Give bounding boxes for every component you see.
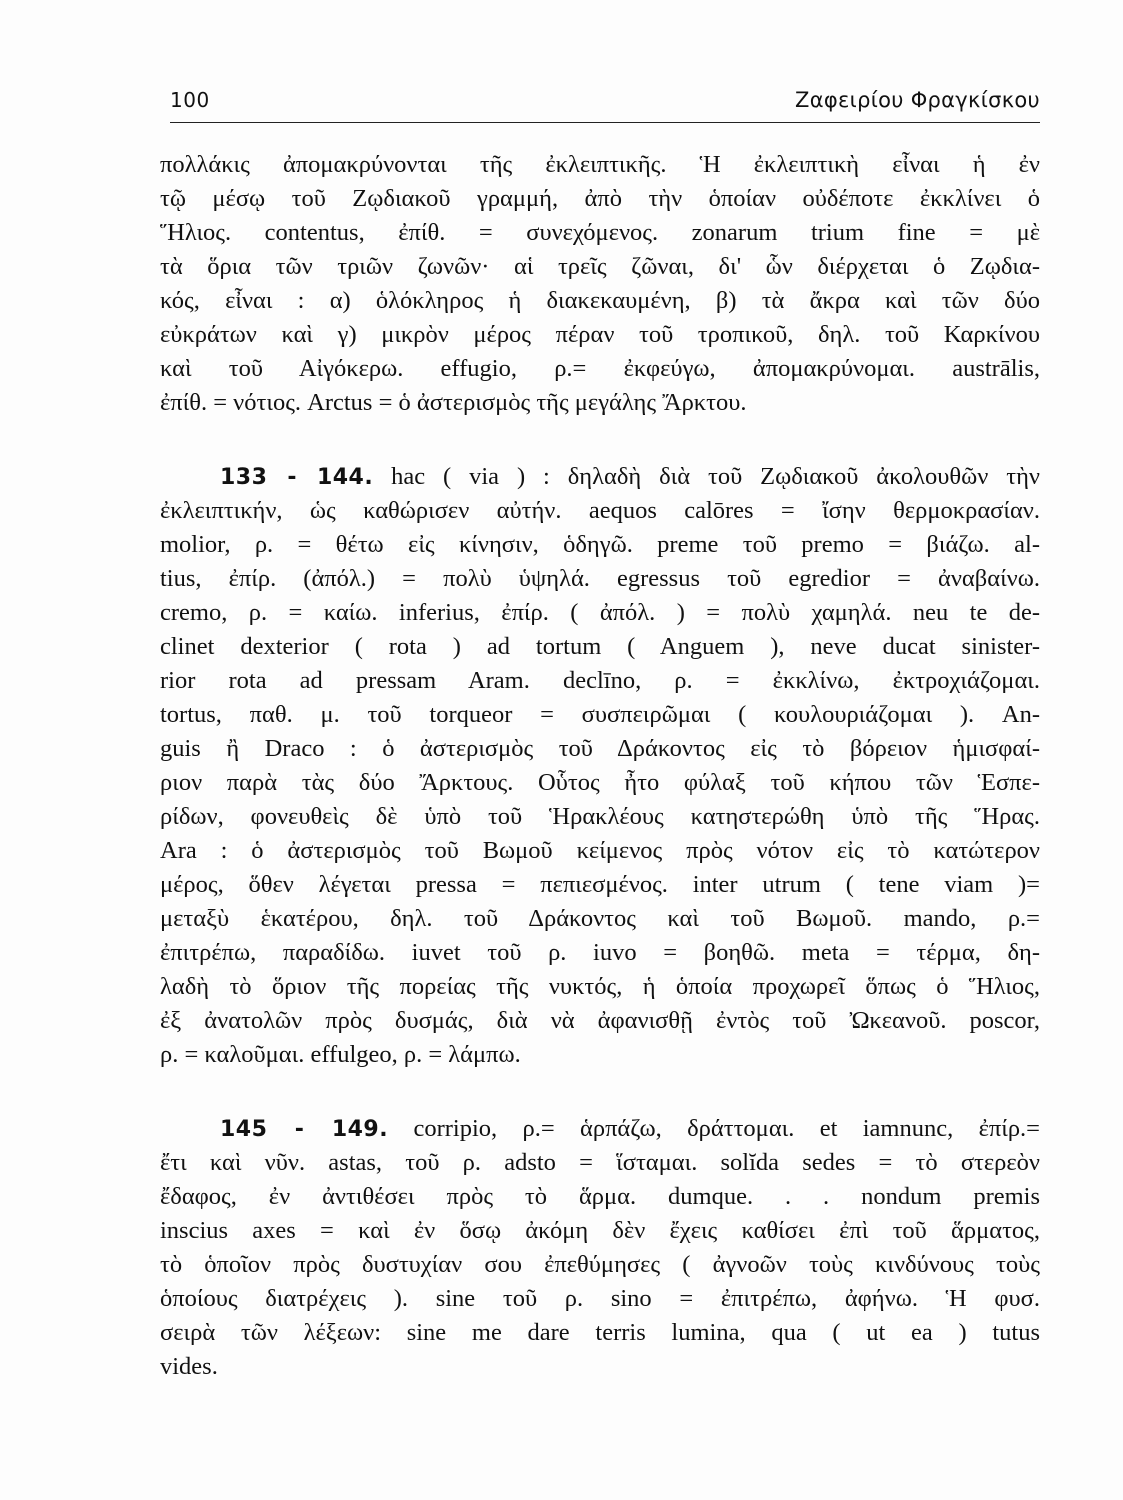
page-header	[170, 82, 1040, 123]
paragraph-gap	[160, 1072, 1040, 1112]
verse-reference: 133 - 144.	[220, 465, 374, 490]
text-line: σειρὰ τῶν λέξεων: sine me dare terris lumina, qua ( ut ea ) tutus	[160, 1319, 1040, 1346]
text-line: tortus, παθ. μ. τοῦ torqueor = συσπειρῶμαι ( κουλουριάζομαι ). An-	[160, 701, 1040, 728]
text-line: vides.	[160, 1353, 218, 1380]
text-line: ἐπίθ. = νότιος. Arctus = ὁ ἀστερισμὸς τῆς μεγάλης Ἄρκτου.	[160, 389, 747, 416]
text-line: ἐκλειπτικήν, ὡς καθώρισεν αὐτήν. aequos calōres = ἴσην θερμοκρασίαν.	[160, 497, 1040, 524]
text-line: cremo, ρ. = καίω. inferius, ἐπίρ. ( ἀπόλ. ) = πολὺ χαμηλά. neu te de-	[160, 599, 1040, 626]
text-line: ἔτι καὶ νῦν. astas, τοῦ ρ. adsto = ἵσταμαι. solĭda sedes = τὸ στερεὸν	[160, 1149, 1040, 1176]
running-head: Ζαφειρίου Φραγκίσκου	[795, 88, 1040, 112]
text-line: μέρος, ὅθεν λέγεται pressa = πεπιεσμένος. inter utrum ( tene viam )=	[160, 871, 1040, 898]
paragraph-1	[160, 148, 1040, 420]
text-line: inscius axes = καὶ ἐν ὅσῳ ἀκόμη δὲν ἔχεις καθίσει ἐπὶ τοῦ ἅρματος,	[160, 1217, 1040, 1244]
paragraph-2	[160, 460, 1040, 1072]
text-line-with-ref	[160, 1112, 1040, 1146]
text-line: τὸ ὁποῖον πρὸς δυστυχίαν σου ἐπεθύμησες ( ἀγνοῶν τοὺς κινδύνους τοὺς	[160, 1251, 1040, 1278]
text-line-with-ref	[160, 460, 1040, 494]
text-line: ἐξ ἀνατολῶν πρὸς δυσμάς, διὰ νὰ ἀφανισθῇ ἐντὸς τοῦ Ὠκεανοῦ. poscor,	[160, 1007, 1040, 1034]
text-line: λαδὴ τὸ ὅριον τῆς πορείας τῆς νυκτός, ἡ ὁποία προχωρεῖ ὅπως ὁ Ἥλιος,	[160, 973, 1040, 1000]
text-line: molior, ρ. = θέτω εἰς κίνησιν, ὁδηγῶ. preme τοῦ premo = βιάζω. al-	[160, 531, 1040, 558]
body-text	[160, 148, 1040, 1384]
text-line: καὶ τοῦ Αἰγόκερω. effugio, ρ.= ἐκφεύγω, ἀπομακρύνομαι. austrālis,	[160, 355, 1040, 382]
text-line: τὰ ὅρια τῶν τριῶν ζωνῶν· αἱ τρεῖς ζῶναι, δι' ὧν διέρχεται ὁ Ζῳδια-	[160, 253, 1040, 280]
text-line: Ἥλιος. contentus, ἐπίθ. = συνεχόμενος. zonarum trium fine = μὲ	[160, 219, 1040, 246]
text-line: ριον παρὰ τὰς δύο Ἄρκτους. Οὗτος ἦτο φύλαξ τοῦ κήπου τῶν Ἑσπε-	[160, 769, 1040, 796]
text-line: εὐκράτων καὶ γ) μικρὸν μέρος πέραν τοῦ τροπικοῦ, δηλ. τοῦ Καρκίνου	[160, 321, 1040, 348]
text-line: τῷ μέσῳ τοῦ Ζῳδιακοῦ γραμμή, ἀπὸ τὴν ὁποίαν οὐδέποτε ἐκκλίνει ὁ	[160, 185, 1040, 212]
paragraph-3	[160, 1112, 1040, 1384]
text-line: ἐπιτρέπω, παραδίδω. iuvet τοῦ ρ. iuvo = βοηθῶ. meta = τέρμα, δη-	[160, 939, 1040, 966]
text-line: ἔδαφος, ἐν ἀντιθέσει πρὸς τὸ ἅρμα. dumque. . . nondum premis	[160, 1183, 1040, 1210]
text-line: guis ἢ Draco : ὁ ἀστερισμὸς τοῦ Δράκοντος εἰς τὸ βόρειον ἡμισφαί-	[160, 735, 1040, 762]
page-number: 100	[170, 88, 210, 112]
text-line: tius, ἐπίρ. (ἀπόλ.) = πολὺ ὑψηλά. egressus τοῦ egredior = ἀναβαίνω.	[160, 565, 1040, 592]
text-line: ρ. = καλοῦμαι. effulgeo, ρ. = λάμπω.	[160, 1041, 521, 1068]
text-line: hac ( via ) : δηλαδὴ διὰ τοῦ Ζῳδιακοῦ ἀκολουθῶν τὴν	[373, 463, 1041, 490]
text-line: κός, εἶναι : α) ὁλόκληρος ἡ διακεκαυμένη, β) τὰ ἄκρα καὶ τῶν δύο	[160, 287, 1040, 314]
verse-reference: 145 - 149.	[220, 1117, 389, 1142]
text-line: ὁποίους διατρέχεις ). sine τοῦ ρ. sino = ἐπιτρέπω, ἀφήνω. Ἡ φυσ.	[160, 1285, 1040, 1312]
text-line: corripio, ρ.= ἁρπάζω, δράττομαι. et iamnunc, ἐπίρ.=	[388, 1115, 1041, 1142]
text-line: Ara : ὁ ἀστερισμὸς τοῦ Βωμοῦ κείμενος πρὸς νότον εἰς τὸ κατώτερον	[160, 837, 1040, 864]
text-line: ρίδων, φονευθεὶς δὲ ὑπὸ τοῦ Ἡρακλέους κατηστερώθη ὑπὸ τῆς Ἥρας.	[160, 803, 1040, 830]
paragraph-gap	[160, 420, 1040, 460]
text-line: clinet dexterior ( rota ) ad tortum ( Anguem ), neve ducat sinister-	[160, 633, 1040, 660]
text-line: μεταξὺ ἑκατέρου, δηλ. τοῦ Δράκοντος καὶ τοῦ Βωμοῦ. mando, ρ.=	[160, 905, 1040, 932]
text-line: rior rota ad pressam Aram. declīno, ρ. = ἐκκλίνω, ἐκτροχιάζομαι.	[160, 667, 1040, 694]
text-line: πολλάκις ἀπομακρύνονται τῆς ἐκλειπτικῆς. Ἡ ἐκλειπτικὴ εἶναι ἡ ἐν	[160, 151, 1040, 178]
